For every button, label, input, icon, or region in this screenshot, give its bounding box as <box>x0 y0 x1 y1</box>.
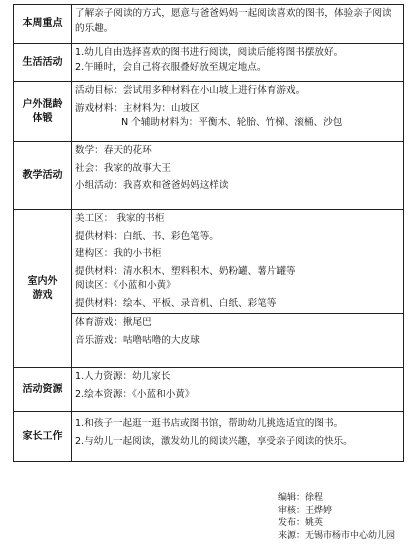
teaching-row <box>14 142 404 210</box>
resources-line-2: 2.绘本资源：《小蓝和小黄》 <box>75 388 195 400</box>
teaching-line-math: 数学：春天的花环 <box>75 145 152 156</box>
resources-line-1: 1.人力资源：幼儿家长 <box>75 371 171 382</box>
life-heading <box>14 44 72 82</box>
outdoor-main-material: 游戏材料：主材料为：山坡区 <box>75 102 200 114</box>
resources-heading <box>14 368 72 412</box>
teaching-heading <box>14 142 72 210</box>
parents-row <box>14 412 404 462</box>
indoor-outdoor-games <box>72 313 403 348</box>
teaching-content <box>72 142 404 210</box>
credits-footer <box>278 492 408 542</box>
teaching-line-group: 小组活动：我喜欢和爸爸妈妈这样读 <box>75 180 229 191</box>
focus-row <box>14 5 404 44</box>
credit-editor: 编辑：徐程 <box>278 493 324 503</box>
resources-heading-text: 活动资源 <box>22 383 63 395</box>
indoor-reading-materials: 提供材料：绘本、平板、录音机、白纸、彩笔等 <box>75 297 277 309</box>
indoor-content <box>72 210 404 368</box>
indoor-music-game: 音乐游戏：咕噜咕噜的大皮球 <box>75 334 200 346</box>
outdoor-goal: 活动目标：尝试用多种材料在小山坡上进行体育游戏。 <box>75 85 306 96</box>
parents-line-1: 1.和孩子一起逛一逛书店或图书馆，帮助幼儿挑选适宜的图书。 <box>75 418 344 429</box>
indoor-reading-area: 阅读区：《小蓝和小黄》 <box>75 280 176 291</box>
life-row <box>14 44 404 82</box>
outdoor-heading-line-2: 体锻 <box>32 112 53 124</box>
indoor-build-materials: 提供材料：清水积木、塑料积木、奶粉罐、薯片罐等 <box>75 265 296 277</box>
focus-heading-text: 本周重点 <box>22 18 63 29</box>
indoor-heading-line-2: 游戏 <box>32 289 53 301</box>
indoor-sports-game: 体育游戏：揪尾巴 <box>75 317 152 328</box>
teaching-heading-text: 教学活动 <box>22 169 63 181</box>
parents-heading-text: 家长工作 <box>22 430 63 442</box>
outdoor-heading <box>14 82 72 142</box>
outdoor-heading-line-1: 户外混龄 <box>22 98 63 110</box>
outdoor-aux-material: N 个辅助材料为：平衡木、轮胎、竹梯、滚桶、沙包 <box>121 117 343 128</box>
indoor-heading <box>14 210 72 368</box>
life-heading-text: 生活活动 <box>22 56 63 68</box>
focus-heading <box>14 5 72 44</box>
weekly-plan-table <box>13 4 404 462</box>
outdoor-row <box>14 82 404 142</box>
resources-row <box>14 368 404 412</box>
credit-reviewer: 审核：王烨婷 <box>278 505 333 516</box>
outdoor-content <box>72 82 404 142</box>
life-line-2: 2.午睡时，会自己将衣服叠好放至规定地点。 <box>75 61 267 73</box>
indoor-art-materials: 提供材料：白纸、书、彩色笔等。 <box>75 230 219 242</box>
credit-publisher: 发布：姚英 <box>278 518 324 528</box>
parents-content <box>72 412 404 462</box>
life-content <box>72 44 404 82</box>
indoor-art-area: 美工区： 我家的书柜 <box>75 213 165 224</box>
focus-content <box>72 5 404 44</box>
weekly-plan-page <box>13 4 403 462</box>
parents-heading <box>14 412 72 462</box>
teaching-line-society: 社会：我家的故事大王 <box>75 162 171 174</box>
indoor-build-area: 建构区：我的小书柜 <box>75 248 162 259</box>
focus-text: 了解亲子阅读的方式，愿意与爸爸妈妈一起阅读喜欢的图书，体验亲子阅读的乐趣。 <box>75 8 392 34</box>
parents-line-2: 2.与幼儿一起阅读，激发幼儿的阅读兴趣，享受亲子阅读的快乐。 <box>75 435 353 447</box>
indoor-row <box>14 210 404 368</box>
credit-source: 来源：无锡市杨市中心幼儿园 <box>278 530 396 541</box>
life-line-1: 1.幼儿自由选择喜欢的图书进行阅读，阅读后能将图书摆放好。 <box>75 47 344 58</box>
indoor-heading-line-1: 室内外 <box>27 275 58 287</box>
resources-content <box>72 368 404 412</box>
